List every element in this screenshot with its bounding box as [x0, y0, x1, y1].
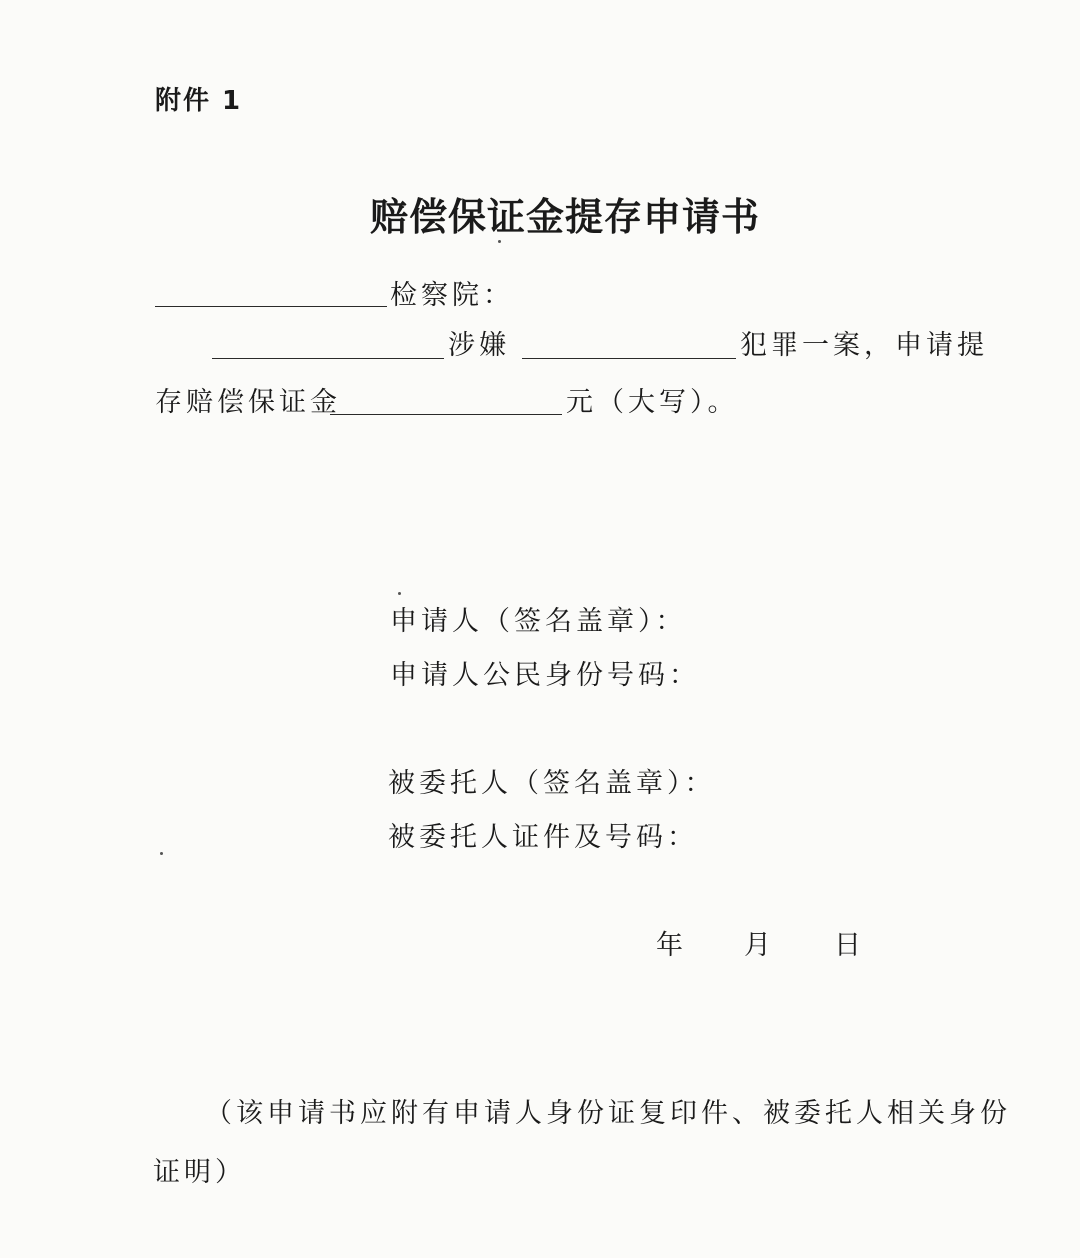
note-line-2: 证明） [153, 1157, 246, 1188]
attachment-label: 附件 1 [155, 86, 243, 116]
applicant-sign-label: 申请人（签名盖章）： [390, 606, 687, 637]
suspect-name-blank [212, 358, 444, 359]
scan-speck [498, 240, 501, 243]
amount-blank [330, 414, 562, 415]
date-year: 年 [656, 930, 687, 961]
crime-case-text: 犯罪一案，申请提 [740, 330, 988, 361]
amount-suffix: 元（大写）。 [566, 387, 739, 418]
scan-speck [398, 592, 401, 595]
entrusted-id-label: 被委托人证件及号码： [388, 822, 698, 853]
date-month: 月 [744, 930, 775, 961]
applicant-id-label: 申请人公民身份号码： [390, 660, 700, 691]
date-day: 日 [834, 930, 865, 961]
addressee-suffix: 检察院： [390, 280, 514, 311]
court-name-blank [155, 306, 387, 307]
crime-name-blank [522, 358, 736, 359]
scan-speck [160, 852, 163, 855]
document-title: 赔偿保证金提存申请书 [370, 194, 761, 239]
entrusted-sign-label: 被委托人（签名盖章）： [388, 768, 716, 799]
note-line-1: （该申请书应附有申请人身份证复印件、被委托人相关身份 [205, 1098, 1011, 1129]
suspect-word: 涉嫌 [448, 330, 510, 361]
deposit-prefix: 存赔偿保证金 [155, 387, 341, 418]
